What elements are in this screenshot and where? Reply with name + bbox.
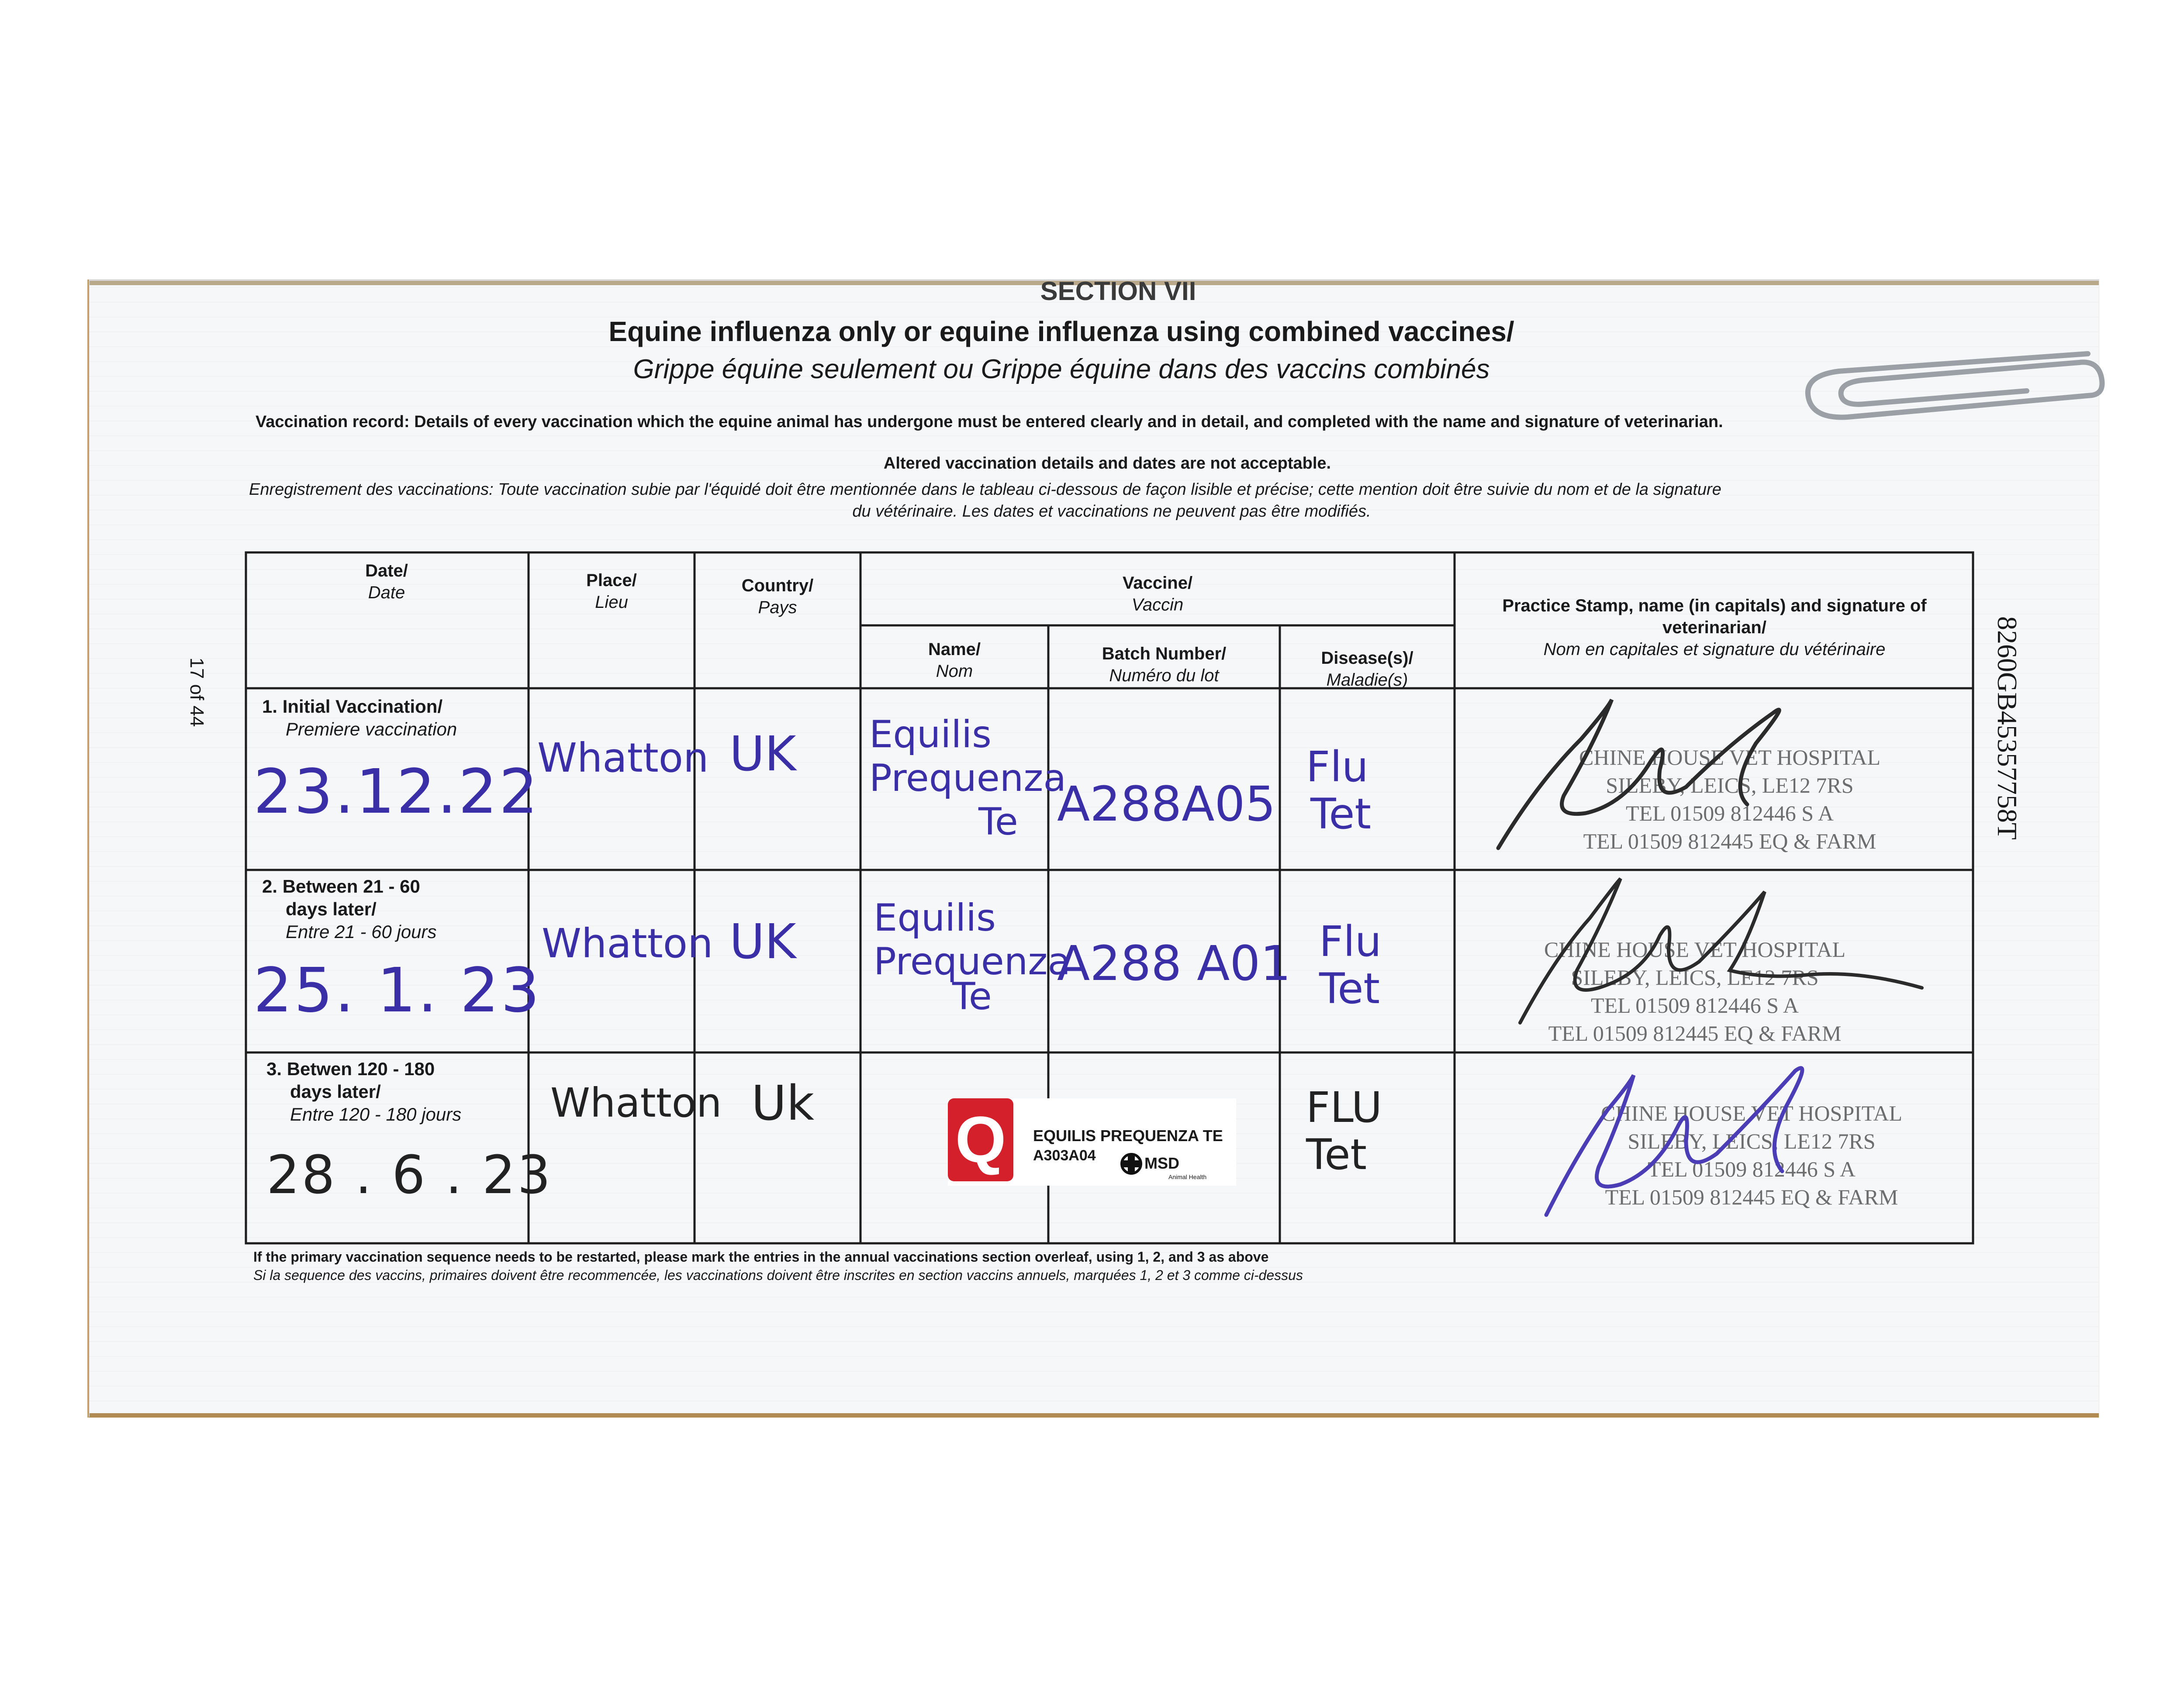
row1-date: 23.12.22: [253, 756, 540, 828]
header-diseases: Disease(s)/ Maladie(s): [1321, 649, 1413, 690]
sticker-product-name: EQUILIS PREQUENZA TE: [1033, 1127, 1223, 1145]
row1-practice-stamp: CHINE HOUSE VET HOSPITAL SILEBY, LEICS, LE12 7RS TEL 01509 812446 S A TEL 01509 812445 EQ & FARM: [1579, 745, 1880, 853]
row-label-second: 2. Between 21 - 60 days later/ Entre 21 - 60 jours: [262, 876, 437, 942]
row2-date: 25. 1. 23: [253, 955, 542, 1026]
title-french: Grippe équine seulement ou Grippe équine dans des vaccins combinés: [633, 354, 1490, 384]
record-instructions-english-2: Altered vaccination details and dates are not acceptable.: [883, 454, 1331, 473]
header-batch-number: Batch Number/ Numéro du lot: [1102, 644, 1227, 685]
row2-diseases: Flu Tet: [1319, 917, 1382, 1013]
section-heading: SECTION VII: [1040, 276, 1196, 306]
header-vaccine: Vaccine/ Vaccin: [1122, 573, 1193, 614]
row3-country: Uk: [751, 1075, 815, 1131]
sticker-lot-number: A303A04: [1033, 1147, 1096, 1164]
header-vaccine-name: Name/ Nom: [928, 640, 981, 681]
vaccine-batch-sticker: [948, 1098, 1236, 1186]
row2-practice-stamp: CHINE HOUSE VET HOSPITAL SILEBY, LEICS, LE12 7RS TEL 01509 812446 S A TEL 01509 812445 EQ & FARM: [1544, 937, 1845, 1045]
record-instructions-french: Enregistrement des vaccinations: Toute vaccination subie par l'équidé doit être mentionnée dans le tableau ci-dessous de façon lisible et précise; cette mention doit être suivie du nom et de la signature: [249, 480, 1721, 499]
sticker-brand-subtitle: Animal Health: [1168, 1173, 1207, 1180]
title-english: Equine influenza only or equine influenza using combined vaccines/: [608, 316, 1514, 347]
row3-diseases: FLU Tet: [1306, 1083, 1382, 1179]
row1-place: Whatton: [537, 735, 709, 781]
msd-logo-icon: [1120, 1153, 1142, 1175]
header-place: Place/ Lieu: [586, 571, 637, 612]
prequenza-logo-icon: Q: [948, 1098, 1013, 1181]
row3-date: 28 . 6 . 23: [266, 1145, 553, 1206]
row2-signature: [1503, 857, 1939, 1032]
record-instructions-french-2: du vétérinaire. Les dates et vaccinations ne peuvent pas être modifiés.: [852, 502, 1371, 521]
page-number: 17 of 44: [186, 657, 207, 727]
header-practice-stamp: Practice Stamp, name (in capitals) and signature of veterinarian/ Nom en capitales et signature du vétérinaire: [1502, 596, 1927, 659]
row2-batch-number: A288 A01: [1057, 935, 1291, 991]
passport-serial-number: 8260GB45357758T: [1992, 616, 2023, 840]
row1-vaccine-name: Equilis Prequenza Te: [869, 713, 1067, 844]
header-country: Country/ Pays: [741, 576, 814, 617]
row1-signature: [1485, 673, 1878, 857]
row1-batch-number: A288A05: [1057, 776, 1276, 832]
row-label-third: 3. Betwen 120 - 180 days later/ Entre 120 - 180 jours: [266, 1059, 462, 1125]
row2-country: UK: [729, 914, 796, 969]
row2-vaccine-name: Equilis Prequenza Te: [874, 896, 1071, 1018]
sticker-brand: MSD: [1144, 1154, 1179, 1172]
row1-diseases: Flu Tet: [1306, 742, 1372, 838]
footer-note-english: If the primary vaccination sequence needs to be restarted, please mark the entries in the annual vaccinations section overleaf, using 1, 2, and 3 as above: [253, 1249, 1269, 1265]
header-date: Date/ Date: [365, 561, 408, 602]
row3-practice-stamp: CHINE HOUSE VET HOSPITAL SILEBY, LEICS, LE12 7RS TEL 01509 812446 S A TEL 01509 812445 EQ & FARM: [1601, 1101, 1902, 1209]
record-instructions-english: Vaccination record: Details of every vaccination which the equine animal has undergone must be entered clearly and in detail, and completed with the name and signature of veterinarian.: [256, 413, 1723, 431]
row-label-initial: 1. Initial Vaccination/ Premiere vaccination: [262, 696, 457, 739]
row1-country: UK: [729, 726, 796, 782]
card-bottom-edge: [90, 1413, 2099, 1418]
row3-signature: [1533, 1045, 1904, 1228]
row3-place: Whatton: [550, 1080, 722, 1126]
footer-note-french: Si la sequence des vaccins, primaires doivent être recommencée, les vaccinations doivent être inscrites en section vaccins annuels, marquées 1, 2 et 3 comme ci-dessus: [253, 1267, 1303, 1283]
row2-place: Whatton: [542, 920, 713, 967]
